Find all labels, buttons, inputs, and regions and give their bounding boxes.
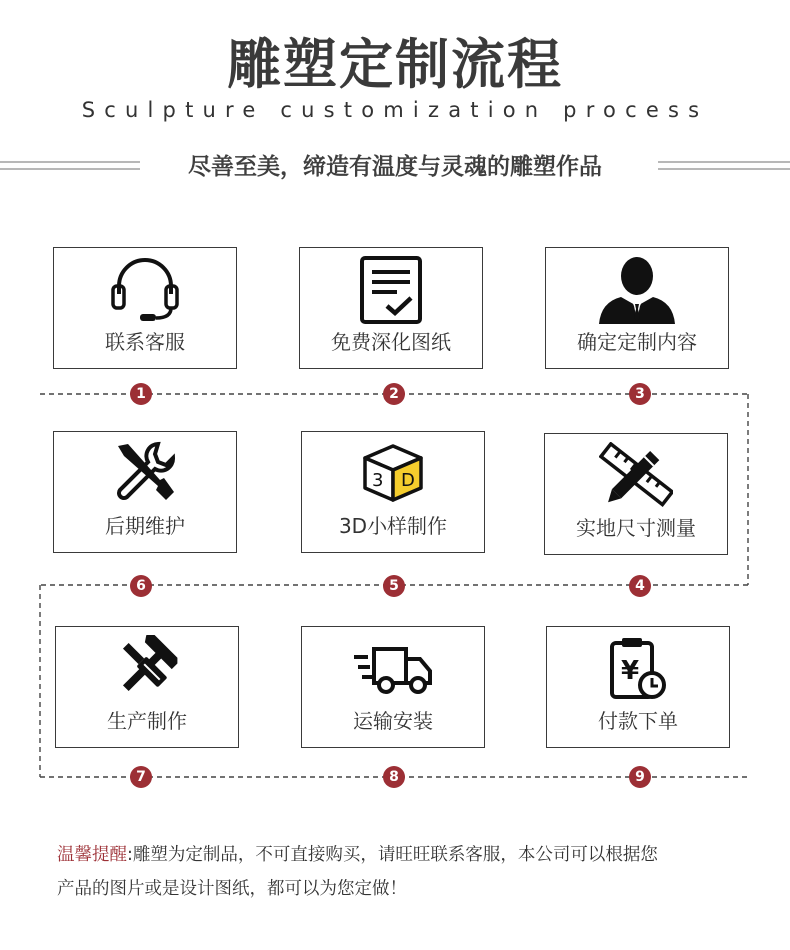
step-number-badge: 2 xyxy=(383,383,405,405)
notice-highlight: 温馨提醒 xyxy=(57,845,127,865)
step-box-3 xyxy=(545,247,729,369)
document-check-icon xyxy=(359,256,423,328)
notice-line-2: 产品的图片或是设计图纸，都可以为您定做！ xyxy=(57,879,407,899)
notice-text: :雕塑为定制品，不可直接购买，请旺旺联系客服，本公司可以根据您 xyxy=(127,845,658,865)
step-label: 3D小样制作 xyxy=(338,514,448,538)
payment-clipboard-icon xyxy=(608,635,668,705)
step-box-9 xyxy=(546,626,730,748)
step-box-1 xyxy=(53,247,237,369)
step-label: 实地尺寸测量 xyxy=(576,516,696,540)
step-box-5 xyxy=(301,431,485,553)
step-number-badge: 3 xyxy=(629,383,651,405)
step-box-7 xyxy=(55,626,239,748)
step-number-badge: 9 xyxy=(629,766,651,788)
step-label: 后期维护 xyxy=(105,514,185,538)
cube-left-label: 3 xyxy=(372,470,384,491)
step-box-6 xyxy=(53,431,237,553)
cube-right-label: D xyxy=(401,470,415,491)
step-number-badge: 7 xyxy=(130,766,152,788)
step-label: 免费深化图纸 xyxy=(331,330,451,354)
step-number-badge: 6 xyxy=(130,575,152,597)
step-label: 确定定制内容 xyxy=(577,330,697,354)
step-box-4 xyxy=(544,433,728,555)
step-label: 联系客服 xyxy=(105,330,185,354)
step-box-8 xyxy=(301,626,485,748)
svg-text:¥: ¥ xyxy=(621,656,640,686)
3d-cube-icon xyxy=(361,440,425,508)
step-label: 运输安装 xyxy=(353,709,433,733)
step-number-badge: 8 xyxy=(383,766,405,788)
step-number-badge: 1 xyxy=(130,383,152,405)
page-title: 雕塑定制流程 xyxy=(227,33,563,96)
headset-icon xyxy=(110,256,180,326)
hammer-screwdriver-icon xyxy=(114,635,180,703)
slogan: 尽善至美，缔造有温度与灵魂的雕塑作品 xyxy=(188,154,602,180)
step-label: 生产制作 xyxy=(107,709,187,733)
page-subtitle: Sculpture customization process xyxy=(81,98,709,122)
step-label: 付款下单 xyxy=(598,709,678,733)
notice-line-1 xyxy=(57,838,757,872)
delivery-truck-icon xyxy=(352,635,434,703)
businessman-icon xyxy=(597,256,677,328)
ruler-pencil-icon xyxy=(599,442,673,512)
step-number-badge: 4 xyxy=(629,575,651,597)
step-box-2 xyxy=(299,247,483,369)
step-number-badge: 5 xyxy=(383,575,405,597)
wrench-screwdriver-icon xyxy=(112,440,178,508)
